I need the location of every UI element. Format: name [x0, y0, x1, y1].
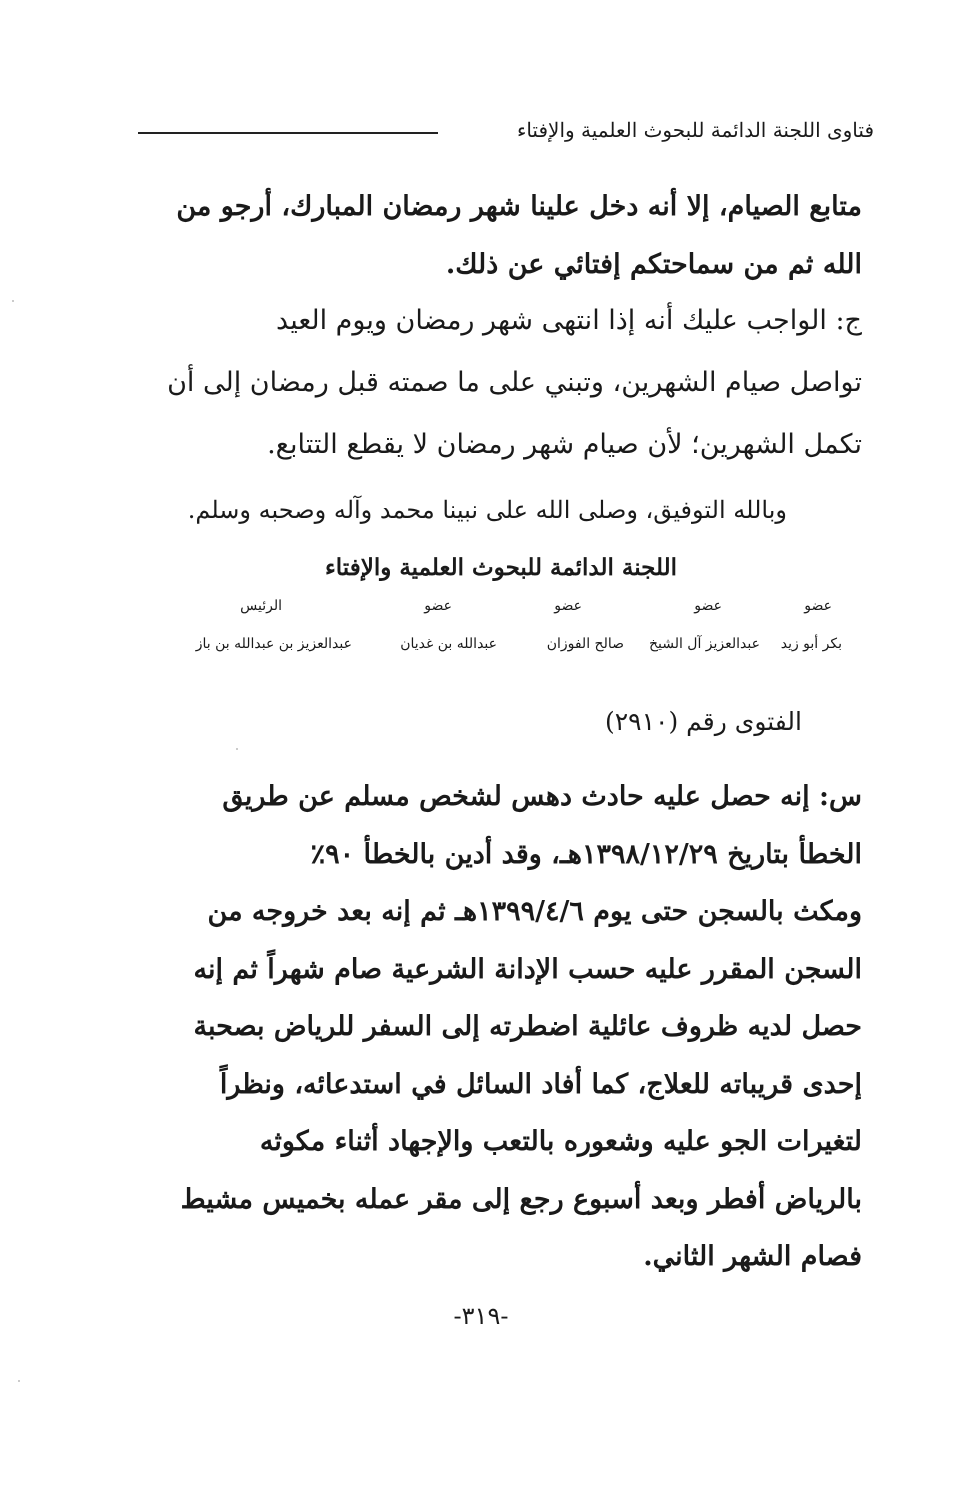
text-line: س: إنه حصل عليه حادث دهس لشخص مسلم عن طريق [222, 781, 862, 812]
text-line: تكمل الشهرين؛ لأن صيام شهر رمضان لا يقطع التتابع. [267, 429, 862, 460]
scan-speck [236, 748, 238, 750]
text-line: حصل لديه ظروف عائلية اضطرته إلى السفر للرياض بصحبة [193, 1011, 862, 1042]
page-number: -٣١٩- [453, 1302, 509, 1330]
member-role: عضو [554, 598, 582, 614]
member-role: عضو [424, 598, 452, 614]
header-rule [138, 132, 438, 134]
member-name: عبدالعزيز بن عبدالله بن باز [195, 636, 352, 652]
fatwa-number: الفتوى رقم (٢٩١٠) [604, 707, 802, 736]
signatory-names [122, 636, 842, 662]
text-line: لتغيرات الجو عليه وشعوره بالتعب والإجهاد أثناء مكوثه [259, 1126, 862, 1157]
member-name: عبدالعزيز آل الشيخ [648, 636, 760, 652]
running-header [138, 116, 874, 146]
text-line: السجن المقرر عليه حسب الإدانة الشرعية صام شهراً ثم إنه [193, 953, 862, 985]
member-role: الرئيس [240, 598, 282, 614]
committee-name: اللجنة الدائمة للبحوث العلمية والإفتاء [324, 554, 678, 581]
member-role: عضو [804, 598, 832, 614]
text-line: الله ثم من سماحتكم إفتائي عن ذلك. [445, 249, 862, 280]
header-title: فتاوى اللجنة الدائمة للبحوث العلمية والإفتاء [516, 118, 874, 142]
member-name: عبدالله بن غديان [400, 636, 497, 652]
text-line: فصام الشهر الثاني. [643, 1241, 862, 1272]
scan-speck [12, 300, 14, 302]
text-line: متابع الصيام، إلا أنه دخل علينا شهر رمضان المبارك، أرجو من [176, 191, 862, 222]
question-paragraph [140, 768, 862, 1286]
text-line: تواصل صيام الشهرين، وتبني على ما صمته قبل رمضان إلى أن [167, 367, 862, 398]
text-line: بالرياض أفطر وبعد أسبوع رجع إلى مقر عمله بخميس مشيط [180, 1183, 862, 1215]
text-line: إحدى قريباته للعلاج، كما أفاد السائل في استدعائه، ونظراً [219, 1068, 862, 1100]
member-name: صالح الفوزان [546, 636, 624, 652]
text-line: ج: الواجب عليك أنه إذا انتهى شهر رمضان ويوم العيد [276, 305, 862, 336]
member-role: عضو [694, 598, 722, 614]
member-name: بكر أبو زيد [780, 636, 842, 652]
text-line: ومكث بالسجن حتى يوم ١٣٩٩/٤/٦هـ ثم إنه بعد خروجه من [207, 896, 862, 927]
question-continuation [140, 178, 862, 294]
closing-invocation: وبالله التوفيق، وصلى الله على نبينا محمد وآله وصحبه وسلم. [187, 496, 787, 524]
answer-paragraph [140, 290, 862, 476]
scan-speck [18, 1380, 20, 1382]
text-line: الخطأ بتاريخ ١٣٩٨/١٢/٢٩هـ، وقد أدين بالخطأ ٩٠٪ [310, 838, 862, 870]
signatory-roles [122, 598, 842, 622]
